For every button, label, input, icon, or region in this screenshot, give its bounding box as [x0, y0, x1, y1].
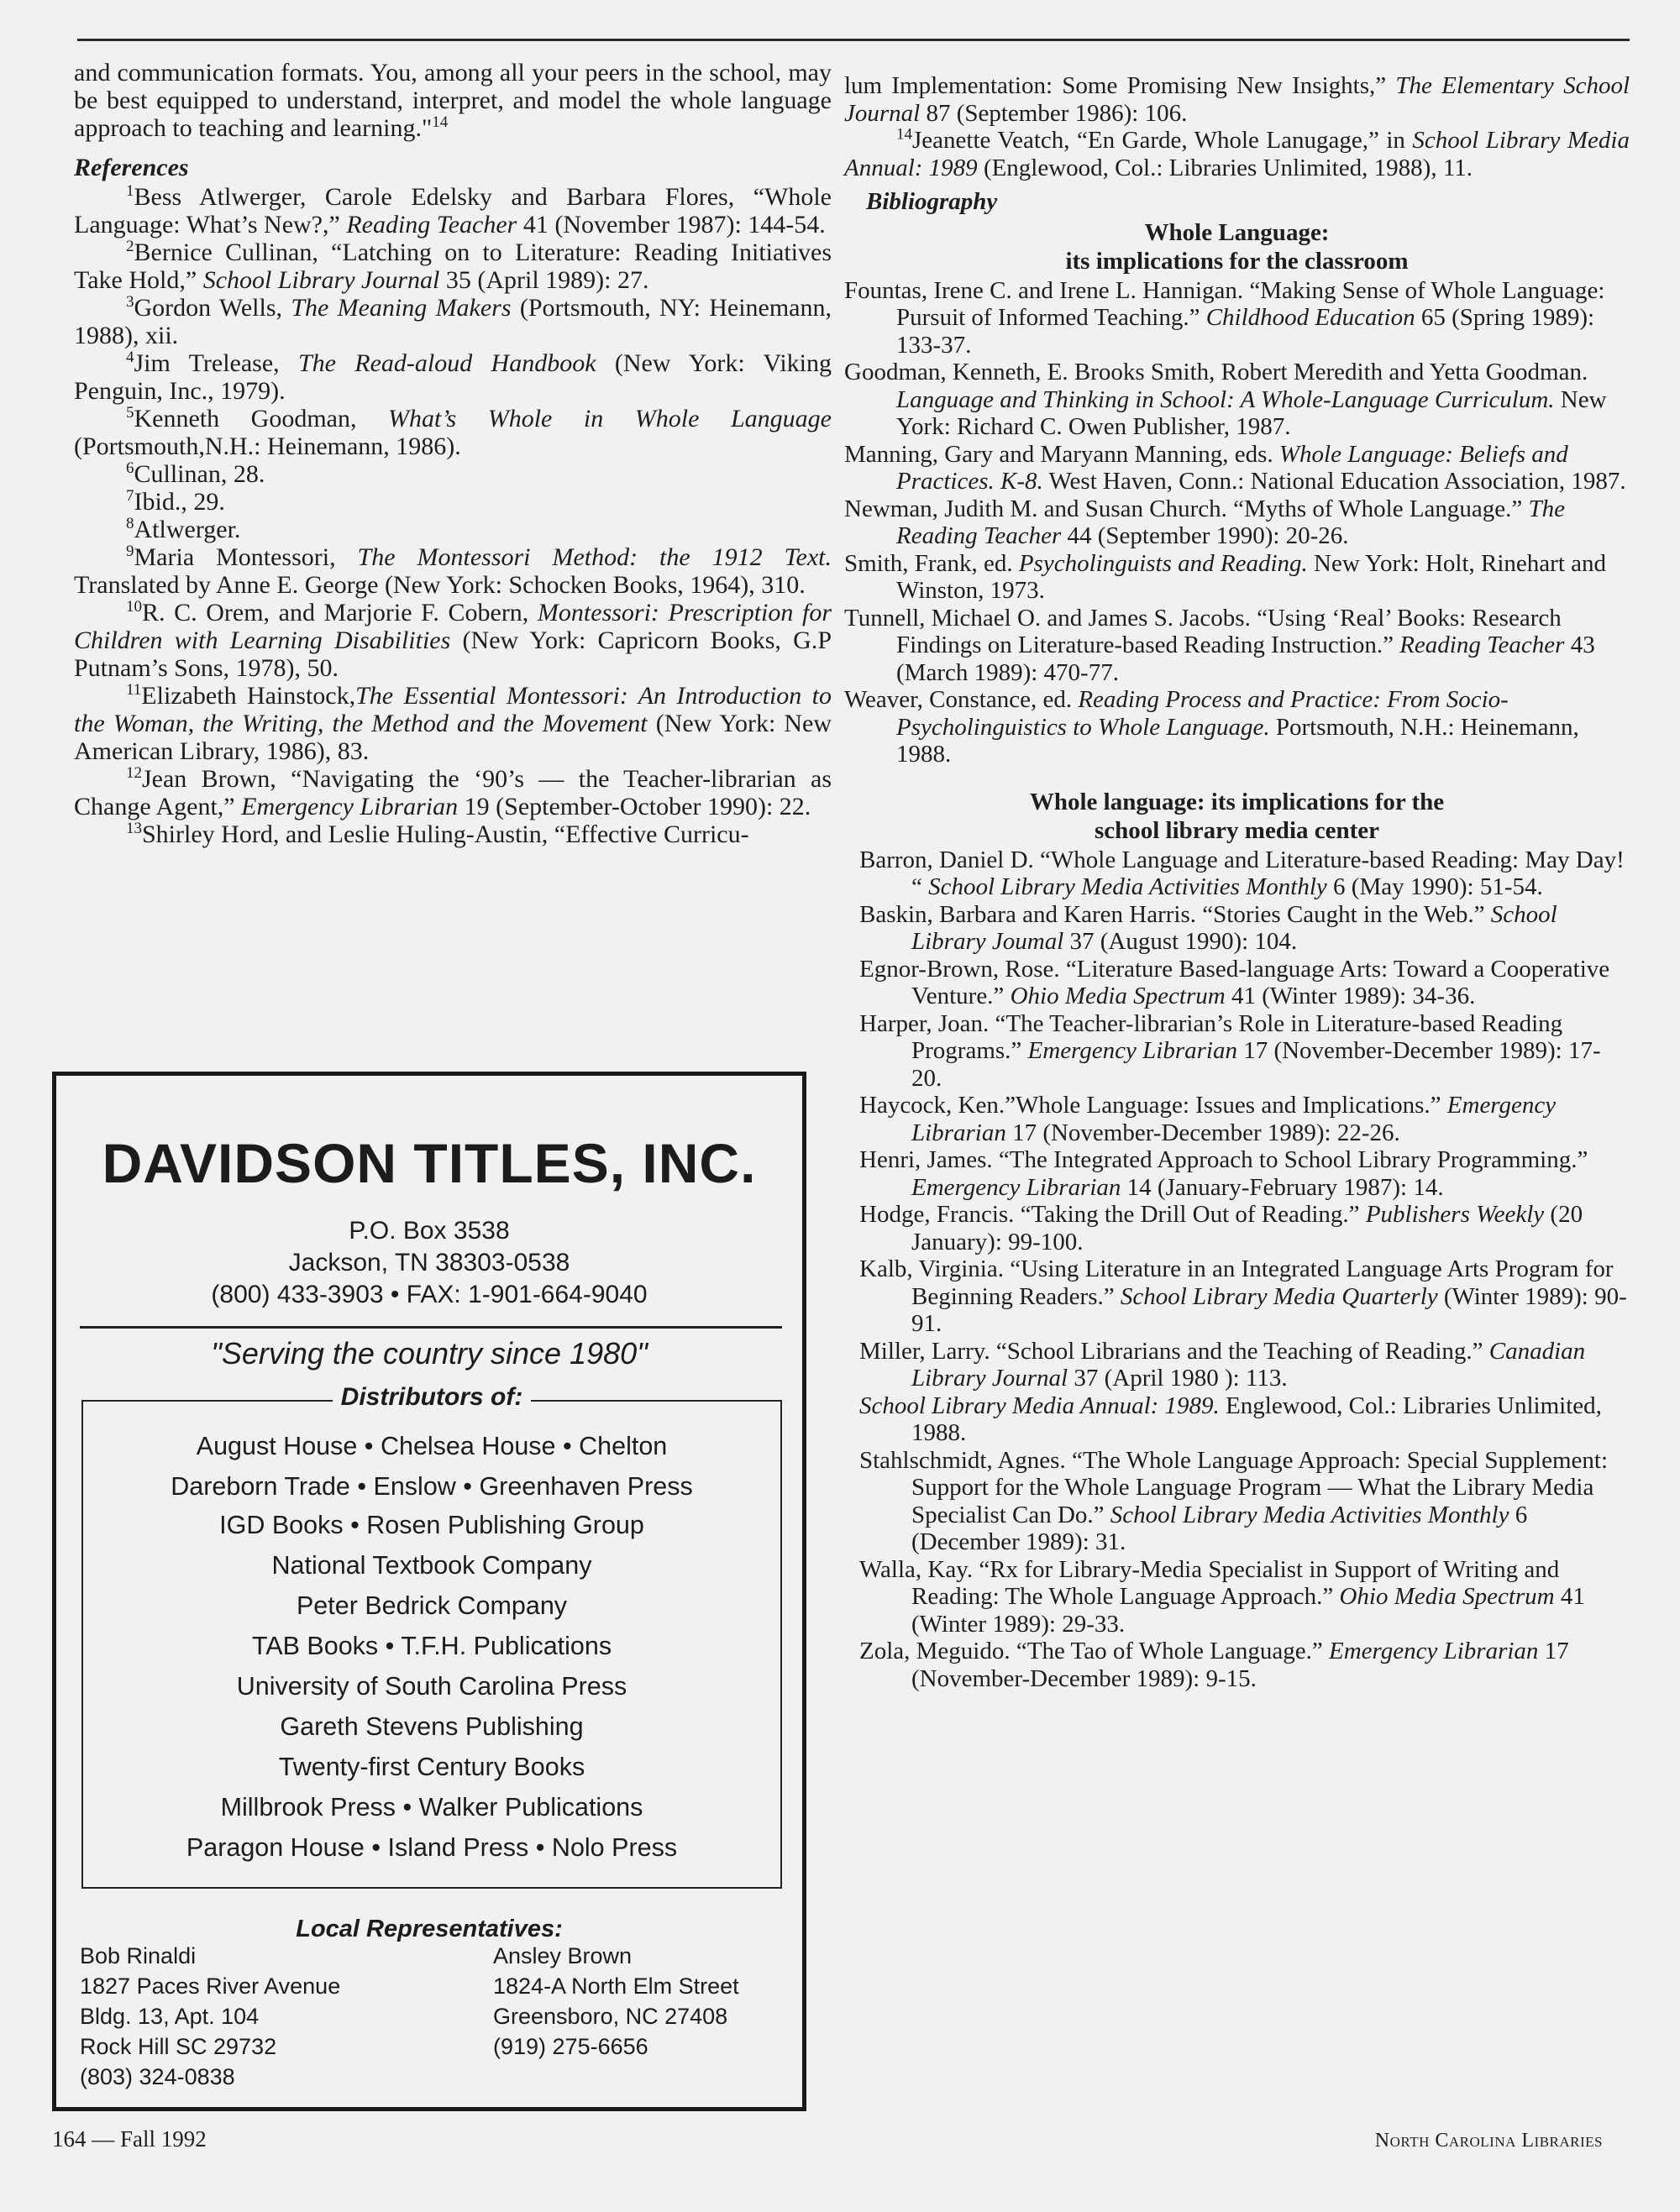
entry-details: 41 (November 1987): 144-54. — [517, 211, 826, 238]
bibliography-entry — [844, 605, 1630, 687]
entry-text: Henri, James. “The Integrated Approach to School Library Programming.” — [859, 1146, 1588, 1173]
entry-details: (Portsmouth,N.H.: Heinemann, 1986). — [74, 432, 461, 460]
right-column — [844, 72, 1630, 1692]
entry-text: Smith, Frank, ed. — [844, 549, 1019, 577]
entry-details: 87 (September 1986): 106. — [920, 99, 1188, 127]
distributor-line: TAB Books • T.F.H. Publications — [251, 1632, 612, 1660]
representative-brown — [493, 1941, 739, 2062]
bibliography-classroom — [844, 277, 1630, 768]
entry-details: (20 January): 99-100. — [911, 1201, 1583, 1255]
entry-text: Gordon Wells, — [134, 294, 291, 322]
entry-title-italic: Reading Teacher — [1399, 632, 1565, 658]
entry-details: 41 (Winter 1989): 29-33. — [911, 1583, 1585, 1638]
entry-details: 37 (August 1990): 104. — [1063, 928, 1298, 955]
entry-text: Fountas, Irene C. and Irene L. Hannigan. “Making Sense of Whole Language: Pursuit of Informed Teaching.” — [844, 276, 1605, 331]
reference-entry — [74, 349, 832, 405]
entry-text: Kenneth Goodman, — [134, 405, 389, 432]
bibliography-entry — [859, 1392, 1630, 1447]
entry-details: (Portsmouth, NY: Heinemann, 1988), xii. — [74, 294, 832, 349]
entry-text: Hodge, Francis. “Taking the Drill Out of Reading.” — [859, 1201, 1366, 1228]
entry-title-italic: The Elementary School Journal — [844, 72, 1630, 127]
entry-text: Harper, Joan. “The Teacher-librarian’s Role in Literature-based Reading Programs.” — [859, 1009, 1563, 1064]
entry-text: lum Implementation: Some Promising New Insights,” — [844, 72, 1396, 99]
intro-paragraph: and communication formats. You, among all your peers in the school, may be best equipped to understand, interpret, and model the whole language approach to teaching and learning."$^{14}$ — [74, 59, 832, 142]
entry-title-italic: The Meaning Makers — [291, 294, 512, 322]
footnote-number: 10 — [126, 598, 142, 616]
entry-details: 17 (November-December 1989): 22-26. — [1005, 1119, 1400, 1146]
entry-details: 17 (November-December 1989): 17-20. — [911, 1037, 1601, 1092]
ad-city: Jackson, TN 38303-0538 — [288, 1249, 570, 1276]
entry-title-italic: Childhood Education — [1205, 304, 1415, 331]
entry-text: Bernice Cullinan, “Latching on to Literature: Reading Initiatives Take Hold,” — [74, 238, 832, 294]
entry-text: Manning, Gary and Maryann Manning, eds. — [844, 440, 1279, 468]
references-list — [74, 183, 832, 848]
reference-entry — [74, 294, 832, 349]
entry-title-italic: Emergency Librarian — [1027, 1037, 1237, 1064]
ad-rule — [80, 1326, 782, 1329]
bibliography-entry — [859, 1556, 1630, 1638]
footnote-number: 13 — [126, 820, 142, 837]
entry-title-italic: Whole Language: Beliefs and Practices. K-8. — [896, 440, 1568, 495]
entry-text: Kalb, Virginia. “Using Literature in an Integrated Language Arts Program for Beginning Readers.” — [859, 1255, 1614, 1310]
entry-details: 6 (December 1989): 31. — [911, 1501, 1528, 1555]
footnote-number: 12 — [126, 764, 142, 782]
reference-entry — [74, 183, 832, 238]
entry-title-italic: School Library Media Activities Monthly — [1110, 1501, 1509, 1528]
reference-entry — [74, 682, 832, 765]
representative-rinaldi — [80, 1941, 340, 2092]
footnote-number: 3 — [126, 293, 134, 311]
entry-title-italic: Montessori: Prescription for Children with Learning Disabilities — [74, 599, 832, 654]
entry-details: New York: Holt, Rinehart and Winston, 1973. — [896, 549, 1607, 604]
journal-name-footer: North Carolina Libraries — [1374, 2130, 1603, 2152]
footnote-number: 8 — [126, 515, 134, 532]
entry-details: (New York: New American Library, 1986), 83. — [74, 710, 832, 765]
entry-text: Newman, Judith M. and Susan Church. “Myths of Whole Language.” — [844, 495, 1529, 522]
entry-text: Barron, Daniel D. “Whole Language and Literature-based Reading: May Day! “ — [859, 846, 1625, 900]
footnote-number: 7 — [126, 487, 134, 505]
bibliography-entry — [859, 1010, 1630, 1093]
entry-title-italic: The Read-aloud Handbook — [297, 349, 596, 377]
entry-text: Cullinan, 28. — [134, 460, 265, 488]
distributor-line: National Textbook Company — [271, 1551, 592, 1580]
bibliography-entry — [859, 1638, 1630, 1692]
entry-details: 19 (September-October 1990): 22. — [458, 793, 811, 820]
bibliography-entry — [859, 847, 1630, 901]
entry-details: (New York: Capricorn Books, G.P Putnam’s Sons, 1978), 50. — [74, 626, 832, 682]
bibliography-entry — [859, 1338, 1630, 1392]
distributor-line: Millbrook Press • Walker Publications — [220, 1793, 643, 1821]
reference-entry — [74, 405, 832, 460]
reference-entry — [74, 516, 832, 543]
bibliography-entry — [844, 495, 1630, 550]
bibliography-entry — [844, 359, 1630, 441]
entry-details: (Winter 1989): 90-91. — [911, 1282, 1627, 1337]
footnote-number: 1 — [126, 182, 134, 200]
entry-details: Portsmouth, N.H.: Heinemann, 1988. — [896, 713, 1579, 768]
bibliography-entry — [859, 901, 1630, 956]
bibliography-entry — [844, 686, 1630, 768]
left-column — [74, 59, 832, 848]
footnote-number: 9 — [126, 543, 134, 560]
entry-title-italic: School Library Journal — [202, 266, 440, 294]
ad-company-name: DAVIDSON TITLES, INC. — [102, 1132, 757, 1194]
section1-title-1: Whole Language: — [1144, 218, 1330, 246]
entry-details: (New York: Viking Penguin, Inc., 1979). — [74, 349, 832, 405]
rep-line: Bob Rinaldi — [80, 1943, 197, 1968]
entry-details: 65 (Spring 1989): 133-37. — [896, 304, 1595, 359]
entry-title-italic: Ohio Media Spectrum — [1339, 1583, 1555, 1610]
reference-entry — [74, 599, 832, 682]
entry-details: 14 (January-February 1987): 14. — [1121, 1173, 1444, 1201]
reference-entry — [844, 127, 1630, 181]
bibliography-entry — [859, 1092, 1630, 1146]
reference-entry — [74, 460, 832, 488]
entry-details: Translated by Anne E. George (New York: Schocken Books, 1964), 310. — [74, 571, 806, 599]
references-heading: References — [74, 154, 189, 181]
footnote-number: 6 — [126, 459, 134, 477]
entry-title-italic: Emergency Librarian — [241, 793, 459, 820]
entry-title-italic: Ohio Media Spectrum — [1010, 983, 1226, 1009]
rep-line: Rock Hill SC 29732 — [80, 2034, 277, 2059]
davidson-titles-ad — [52, 1072, 806, 2111]
bibliography-entry — [844, 550, 1630, 605]
entry-title-italic: The Reading Teacher — [896, 495, 1566, 549]
entry-title-italic: What’s Whole in Whole Language — [388, 405, 832, 432]
entry-title-italic: Reading Process and Practice: From Socio-Psycholinguistics to Whole Language. — [896, 686, 1509, 741]
footnote-number: 4 — [126, 349, 134, 366]
entry-details: West Haven, Conn.: National Education Association, 1987. — [1042, 468, 1626, 495]
entry-title-italic: The Montessori Method: the 1912 Text. — [357, 543, 832, 571]
bibliography-entry — [859, 1146, 1630, 1201]
rep-line: 1827 Paces River Avenue — [80, 1974, 341, 1999]
entry-text: Stahlschmidt, Agnes. “The Whole Language Approach: Special Supplement: Support for the Whole Language Program — What the Library Media Specialist Can Do.” — [859, 1446, 1609, 1528]
page-number-footer: 164 — Fall 1992 — [52, 2126, 207, 2152]
distributors-box — [81, 1383, 782, 1889]
entry-text: Tunnell, Michael O. and James S. Jacobs. “Using ‘Real’ Books: Research Findings on Literature-based Reading Instruction.” — [844, 604, 1562, 658]
entry-details: New York: Richard C. Owen Publisher, 1987. — [896, 385, 1607, 440]
entry-text: Jim Trelease, — [134, 349, 298, 377]
ad-po-box: P.O. Box 3538 — [349, 1217, 510, 1245]
entry-details: 43 (March 1989): 470-77. — [896, 632, 1595, 686]
entry-title-italic: Emergency Librarian — [1329, 1638, 1539, 1664]
distributors-title: Distributors of: — [333, 1383, 532, 1411]
rep-line: Greensboro, NC 27408 — [493, 2004, 728, 2029]
bibliography-entry — [844, 277, 1630, 359]
entry-details: (Englewood, Col.: Libraries Unlimited, 1988), 11. — [977, 154, 1473, 181]
distributor-line: Twenty-first Century Books — [278, 1753, 585, 1781]
entry-text: Elizabeth Hainstock, — [141, 682, 356, 710]
continued-references — [844, 72, 1630, 181]
entry-title-italic: Emergency Librarian — [911, 1173, 1121, 1201]
footnote-number: 5 — [126, 404, 134, 422]
entry-details: 41 (Winter 1989): 34-36. — [1225, 983, 1476, 1009]
entry-text: Bess Atlwerger, Carole Edelsky and Barbara Flores, “Whole Language: What’s New?,” — [74, 183, 832, 238]
entry-text: Miller, Larry. “School Librarians and the Teaching of Reading.” — [859, 1337, 1489, 1365]
rep-line: (919) 275-6656 — [493, 2034, 648, 2059]
entry-details: 6 (May 1990): 51-54. — [1326, 873, 1543, 900]
bibliography-entry — [844, 441, 1630, 495]
entry-text: Atlwerger. — [134, 516, 241, 543]
entry-text: Egnor-Brown, Rose. “Literature Based-language Arts: Toward a Cooperative Venture.” — [859, 955, 1610, 1009]
distributor-line: August House • Chelsea House • Chelton — [196, 1432, 668, 1460]
bibliography-entry — [859, 1447, 1630, 1556]
ad-phone-fax: (800) 433-3903 • FAX: 1-901-664-9040 — [211, 1281, 648, 1308]
entry-text: Jean Brown, “Navigating the ‘90’s — the Teacher-librarian as Change Agent,” — [74, 765, 832, 820]
reference-entry — [74, 543, 832, 599]
entry-title-italic: Emergency Librarian — [911, 1092, 1557, 1146]
entry-details: 44 (September 1990): 20-26. — [1061, 522, 1349, 549]
entry-title-italic: Psycholinguists and Reading. — [1018, 549, 1308, 577]
reference-entry — [844, 72, 1630, 127]
section2-title-1: Whole language: its implications for the — [1029, 788, 1445, 815]
entry-text: Ibid., 29. — [134, 488, 225, 516]
distributor-line: Gareth Stevens Publishing — [280, 1712, 584, 1741]
reference-entry — [74, 765, 832, 820]
rep-line: Bldg. 13, Apt. 104 — [80, 2004, 260, 2029]
rep-line: (803) 324-0838 — [80, 2064, 235, 2089]
bibliography-entry — [859, 956, 1630, 1010]
entry-details: 37 (April 1980 ): 113. — [1068, 1365, 1288, 1392]
bibliography-media-center — [844, 847, 1630, 1693]
entry-title-italic: School Library Media Activities Monthly — [928, 873, 1327, 900]
rep-line: 1824-A North Elm Street — [493, 1974, 739, 1999]
footnote-number: 2 — [126, 238, 134, 255]
entry-title-italic: Publishers Weekly — [1365, 1201, 1545, 1228]
entry-text: Weaver, Constance, ed. — [844, 686, 1079, 713]
reference-entry — [74, 488, 832, 516]
entry-text: Jeanette Veatch, “En Garde, Whole Lanugage,” in — [912, 127, 1413, 154]
reference-entry — [74, 238, 832, 294]
entry-text: Baskin, Barbara and Karen Harris. “Stories Caught in the Web.” — [859, 900, 1491, 928]
footnote-number: 14 — [896, 125, 912, 144]
entry-title-italic: School Library Media Annual: 1989. — [859, 1392, 1220, 1419]
entry-details: Englewood, Col.: Libraries Unlimited, 1988. — [911, 1392, 1602, 1446]
distributor-line: University of South Carolina Press — [236, 1672, 627, 1701]
bibliography-entry — [859, 1201, 1630, 1255]
entry-text: Walla, Kay. “Rx for Library-Media Specialist in Support of Writing and Reading: The Whole Language Approach.” — [859, 1555, 1560, 1610]
section2-title-2: school library media center — [1094, 817, 1380, 844]
entry-text: Maria Montessori, — [134, 543, 358, 571]
entry-title-italic: The Essential Montessori: An Introduction to the Woman, the Writing, the Method and the Movement — [74, 682, 832, 737]
entry-text: Shirley Hord, and Leslie Huling-Austin, “Effective Curricu- — [142, 820, 749, 848]
entry-text: Zola, Meguido. “The Tao of Whole Language.” — [859, 1638, 1329, 1664]
entry-title-italic: School Library Joumal — [911, 900, 1557, 955]
top-rule — [77, 39, 1630, 41]
bibliography-entry — [859, 1255, 1630, 1338]
distributor-line: Dareborn Trade • Enslow • Greenhaven Press — [171, 1472, 693, 1501]
entry-details: 17 (November-December 1989): 9-15. — [911, 1638, 1569, 1692]
distributor-line: Paragon House • Island Press • Nolo Press — [186, 1833, 678, 1862]
entry-text: R. C. Orem, and Marjorie F. Cobern, — [142, 599, 538, 626]
section1-title-2: its implications for the classroom — [1065, 248, 1409, 275]
ad-slogan: "Serving the country since 1980" — [211, 1336, 648, 1371]
entry-details: 35 (April 1989): 27. — [439, 266, 649, 294]
entry-title-italic: School Library Media Annual: 1989 — [844, 127, 1630, 181]
reference-entry — [74, 820, 832, 848]
entry-text: Haycock, Ken.”Whole Language: Issues and Implications.” — [859, 1092, 1447, 1119]
local-representatives-title: Local Representatives: — [296, 1916, 563, 1942]
bibliography-heading: Bibliography — [866, 188, 998, 215]
distributor-line: Peter Bedrick Company — [296, 1591, 568, 1620]
entry-title-italic: Reading Teacher — [346, 211, 517, 238]
rep-line: Ansley Brown — [493, 1943, 633, 1968]
entry-text: Goodman, Kenneth, E. Brooks Smith, Robert Meredith and Yetta Goodman. — [844, 359, 1588, 385]
footnote-number: 11 — [126, 681, 142, 699]
distributor-line: IGD Books • Rosen Publishing Group — [219, 1511, 644, 1539]
entry-title-italic: Canadian Library Journal — [911, 1337, 1586, 1392]
entry-title-italic: Language and Thinking in School: A Whole-Language Curriculum. — [896, 385, 1555, 413]
entry-title-italic: School Library Media Quarterly — [1120, 1282, 1438, 1310]
